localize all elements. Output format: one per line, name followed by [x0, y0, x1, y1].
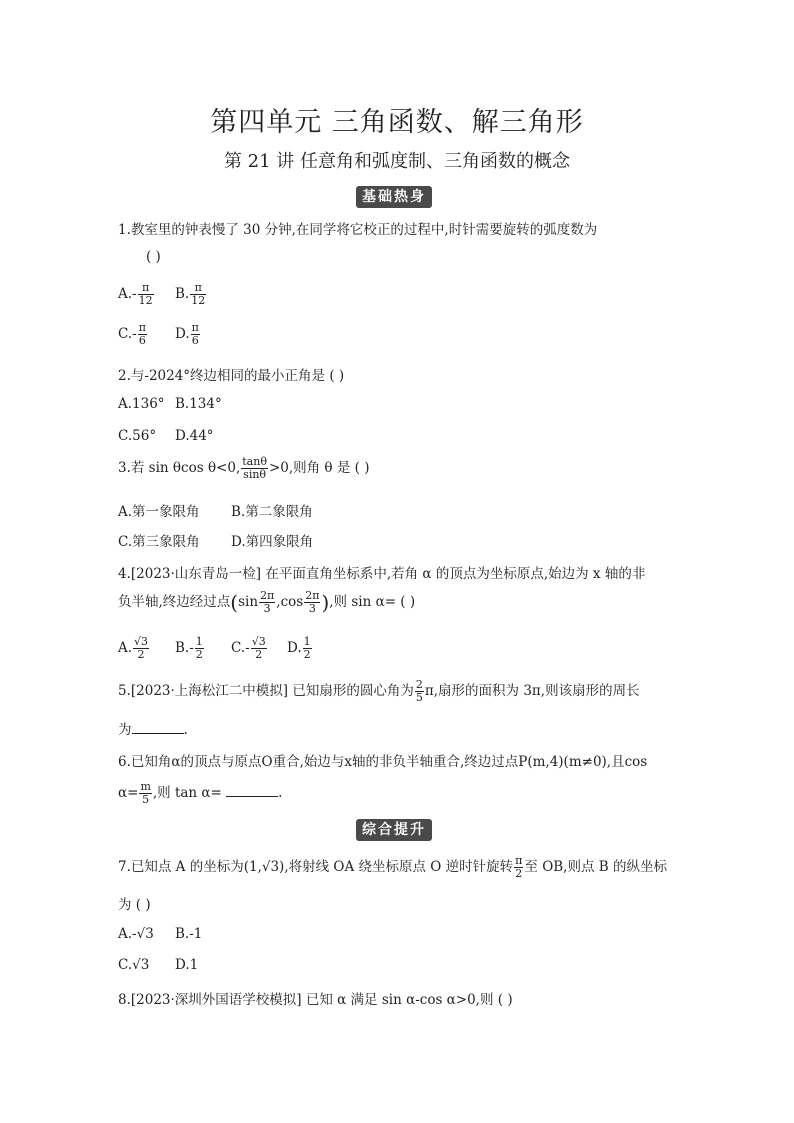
fraction-denominator: 2 — [515, 867, 523, 880]
fraction — [251, 636, 267, 661]
option-label: D. — [175, 326, 190, 342]
question-1-text: 1.教室里的钟表慢了 30 分钟,在同学将它校正的过程中,时针需要旋转的弧度数为 — [118, 222, 598, 238]
fraction — [138, 282, 154, 307]
fraction-denominator: 12 — [191, 294, 206, 307]
fraction-numerator: √3 — [134, 635, 149, 648]
fraction-numerator: 2π — [260, 589, 275, 602]
answer-blank[interactable] — [226, 784, 278, 797]
warmup-badge: 基础热身 — [356, 186, 432, 208]
fraction-numerator: π — [138, 282, 154, 295]
question-6-line-1: 6.已知角α的顶点与原点O重合,始边与x轴的非负半轴重合,终边过点P(m,4)(m≠0),且cos — [118, 754, 648, 770]
question-5-line-1-pre: 5.[2023·上海松江二中模拟] 已知扇形的圆心角为 — [118, 683, 414, 699]
cos-label: cos — [280, 594, 304, 610]
fraction-numerator: 2π — [305, 589, 320, 602]
question-7-line-1-post: 至 OB,则点 B 的纵坐标 — [524, 859, 667, 875]
fraction-numerator: π — [515, 854, 523, 867]
fraction-numerator: 2 — [415, 678, 423, 691]
fraction-numerator: 1 — [303, 635, 311, 648]
question-4-line-2-post: ,则 sin α= ( ) — [329, 594, 416, 610]
question-7-line-2: 为 ( ) — [118, 897, 151, 913]
question-1-option-a — [118, 282, 155, 307]
question-3-option-a: A.第一象限角 — [118, 504, 200, 520]
fraction-denominator: 5 — [142, 793, 150, 806]
fraction — [415, 679, 424, 704]
question-5-line-1-post: π,扇形的面积为 3π,则该扇形的周长 — [424, 683, 640, 699]
fraction — [241, 456, 268, 481]
fraction-numerator: tanθ — [242, 455, 267, 468]
question-1-option-d — [175, 322, 201, 347]
fraction — [303, 636, 312, 661]
fraction-numerator: √3 — [251, 635, 266, 648]
question-7-option-a: A.-√3 — [118, 926, 154, 942]
question-1-option-c — [118, 322, 148, 347]
question-8-text: 8.[2023·深圳外国语学校模拟] 已知 α 满足 sin α-cos α>0,则 ( ) — [118, 992, 513, 1008]
question-2-text: 2.与-2024°终边相同的最小正角是 ( ) — [118, 368, 345, 384]
fraction — [514, 855, 523, 880]
answer-blank[interactable] — [132, 721, 184, 734]
fraction-denominator: 2 — [303, 648, 311, 661]
question-5-line-1 — [118, 679, 640, 704]
fraction — [304, 590, 320, 615]
fraction — [191, 322, 200, 347]
fraction — [133, 636, 149, 661]
question-1-option-b — [175, 282, 207, 307]
close-paren: ) — [321, 590, 330, 615]
question-3-option-d: D.第四象限角 — [231, 534, 314, 550]
question-7-option-c: C.√3 — [118, 957, 150, 973]
question-6-line-2-pre: α= — [118, 785, 139, 801]
fraction-numerator: 1 — [195, 635, 203, 648]
question-3-text — [118, 456, 369, 481]
question-7-option-d: D.1 — [175, 957, 199, 973]
fraction — [138, 322, 147, 347]
option-label: C.- — [231, 640, 250, 656]
question-3-pre: 3.若 sin θcos θ<0, — [118, 460, 241, 476]
fraction-denominator: 6 — [191, 334, 199, 347]
question-4-option-b — [175, 636, 205, 661]
question-3-option-b: B.第二象限角 — [231, 504, 313, 520]
question-3-post: >0,则角 θ 是 ( ) — [268, 460, 370, 476]
lecture-subtitle: 第 21 讲 任意角和弧度制、三角函数的概念 — [223, 151, 571, 172]
fraction-denominator: 2 — [195, 648, 203, 661]
open-paren: ( — [230, 590, 239, 615]
question-4-option-a — [118, 636, 150, 661]
fraction — [259, 590, 275, 615]
fraction-denominator: 3 — [263, 602, 271, 615]
question-6-line-2: α= $\frac{m}{5}$ ,则 tan α= . — [118, 780, 283, 806]
comma: , — [276, 594, 281, 610]
question-5-line-2: 为 . — [118, 722, 188, 738]
fraction-denominator: 5 — [415, 691, 423, 704]
fraction-numerator: m — [140, 780, 151, 793]
question-4-line-2-pre: 负半轴,终边经过点 — [118, 594, 231, 610]
fraction-denominator: sinθ — [243, 468, 267, 481]
fraction-denominator: 12 — [138, 294, 153, 307]
question-4-option-c — [231, 636, 268, 661]
question-7-line-1 — [118, 855, 667, 880]
fraction — [139, 781, 151, 806]
option-label: D. — [287, 640, 302, 656]
fraction-denominator: 2 — [137, 648, 145, 661]
sin-label: sin — [238, 594, 259, 610]
fraction-numerator: π — [138, 321, 146, 334]
fraction-denominator: 3 — [308, 602, 316, 615]
question-2-option-a: A.136° — [118, 396, 165, 412]
question-6-line-2-post: ,则 tan α= — [152, 785, 227, 801]
option-label: A. — [118, 640, 133, 656]
fraction — [195, 636, 204, 661]
fraction — [190, 282, 206, 307]
fraction-denominator: 2 — [255, 648, 263, 661]
question-3-option-c: C.第三象限角 — [118, 534, 200, 550]
fraction-denominator: 6 — [138, 334, 146, 347]
question-5-line-2-text: 为 — [118, 722, 132, 738]
question-1-paren: ( ) — [146, 249, 161, 265]
unit-title: 第四单元 三角函数、解三角形 — [210, 107, 584, 138]
option-label: A.- — [118, 286, 137, 302]
question-4-line-1: 4.[2023·山东青岛一检] 在平面直角坐标系中,若角 α 的顶点为坐标原点,始边为 x 轴的非 — [118, 566, 646, 582]
question-2-option-b: B.134° — [175, 396, 222, 412]
question-7-line-1-pre: 7.已知点 A 的坐标为(1,√3),将射线 OA 绕坐标原点 O 逆时针旋转 — [118, 859, 514, 875]
option-label: B. — [175, 286, 190, 302]
option-label: B.- — [175, 640, 194, 656]
question-4-line-2 — [118, 590, 415, 615]
option-label: C.- — [118, 326, 137, 342]
question-7-option-b: B.-1 — [175, 926, 203, 942]
advance-badge: 综合提升 — [356, 819, 432, 841]
question-4-option-d — [287, 636, 313, 661]
fraction-numerator: π — [190, 282, 206, 295]
question-2-option-c: C.56° — [118, 428, 157, 444]
fraction-numerator: π — [191, 321, 199, 334]
question-2-option-d: D.44° — [175, 428, 214, 444]
